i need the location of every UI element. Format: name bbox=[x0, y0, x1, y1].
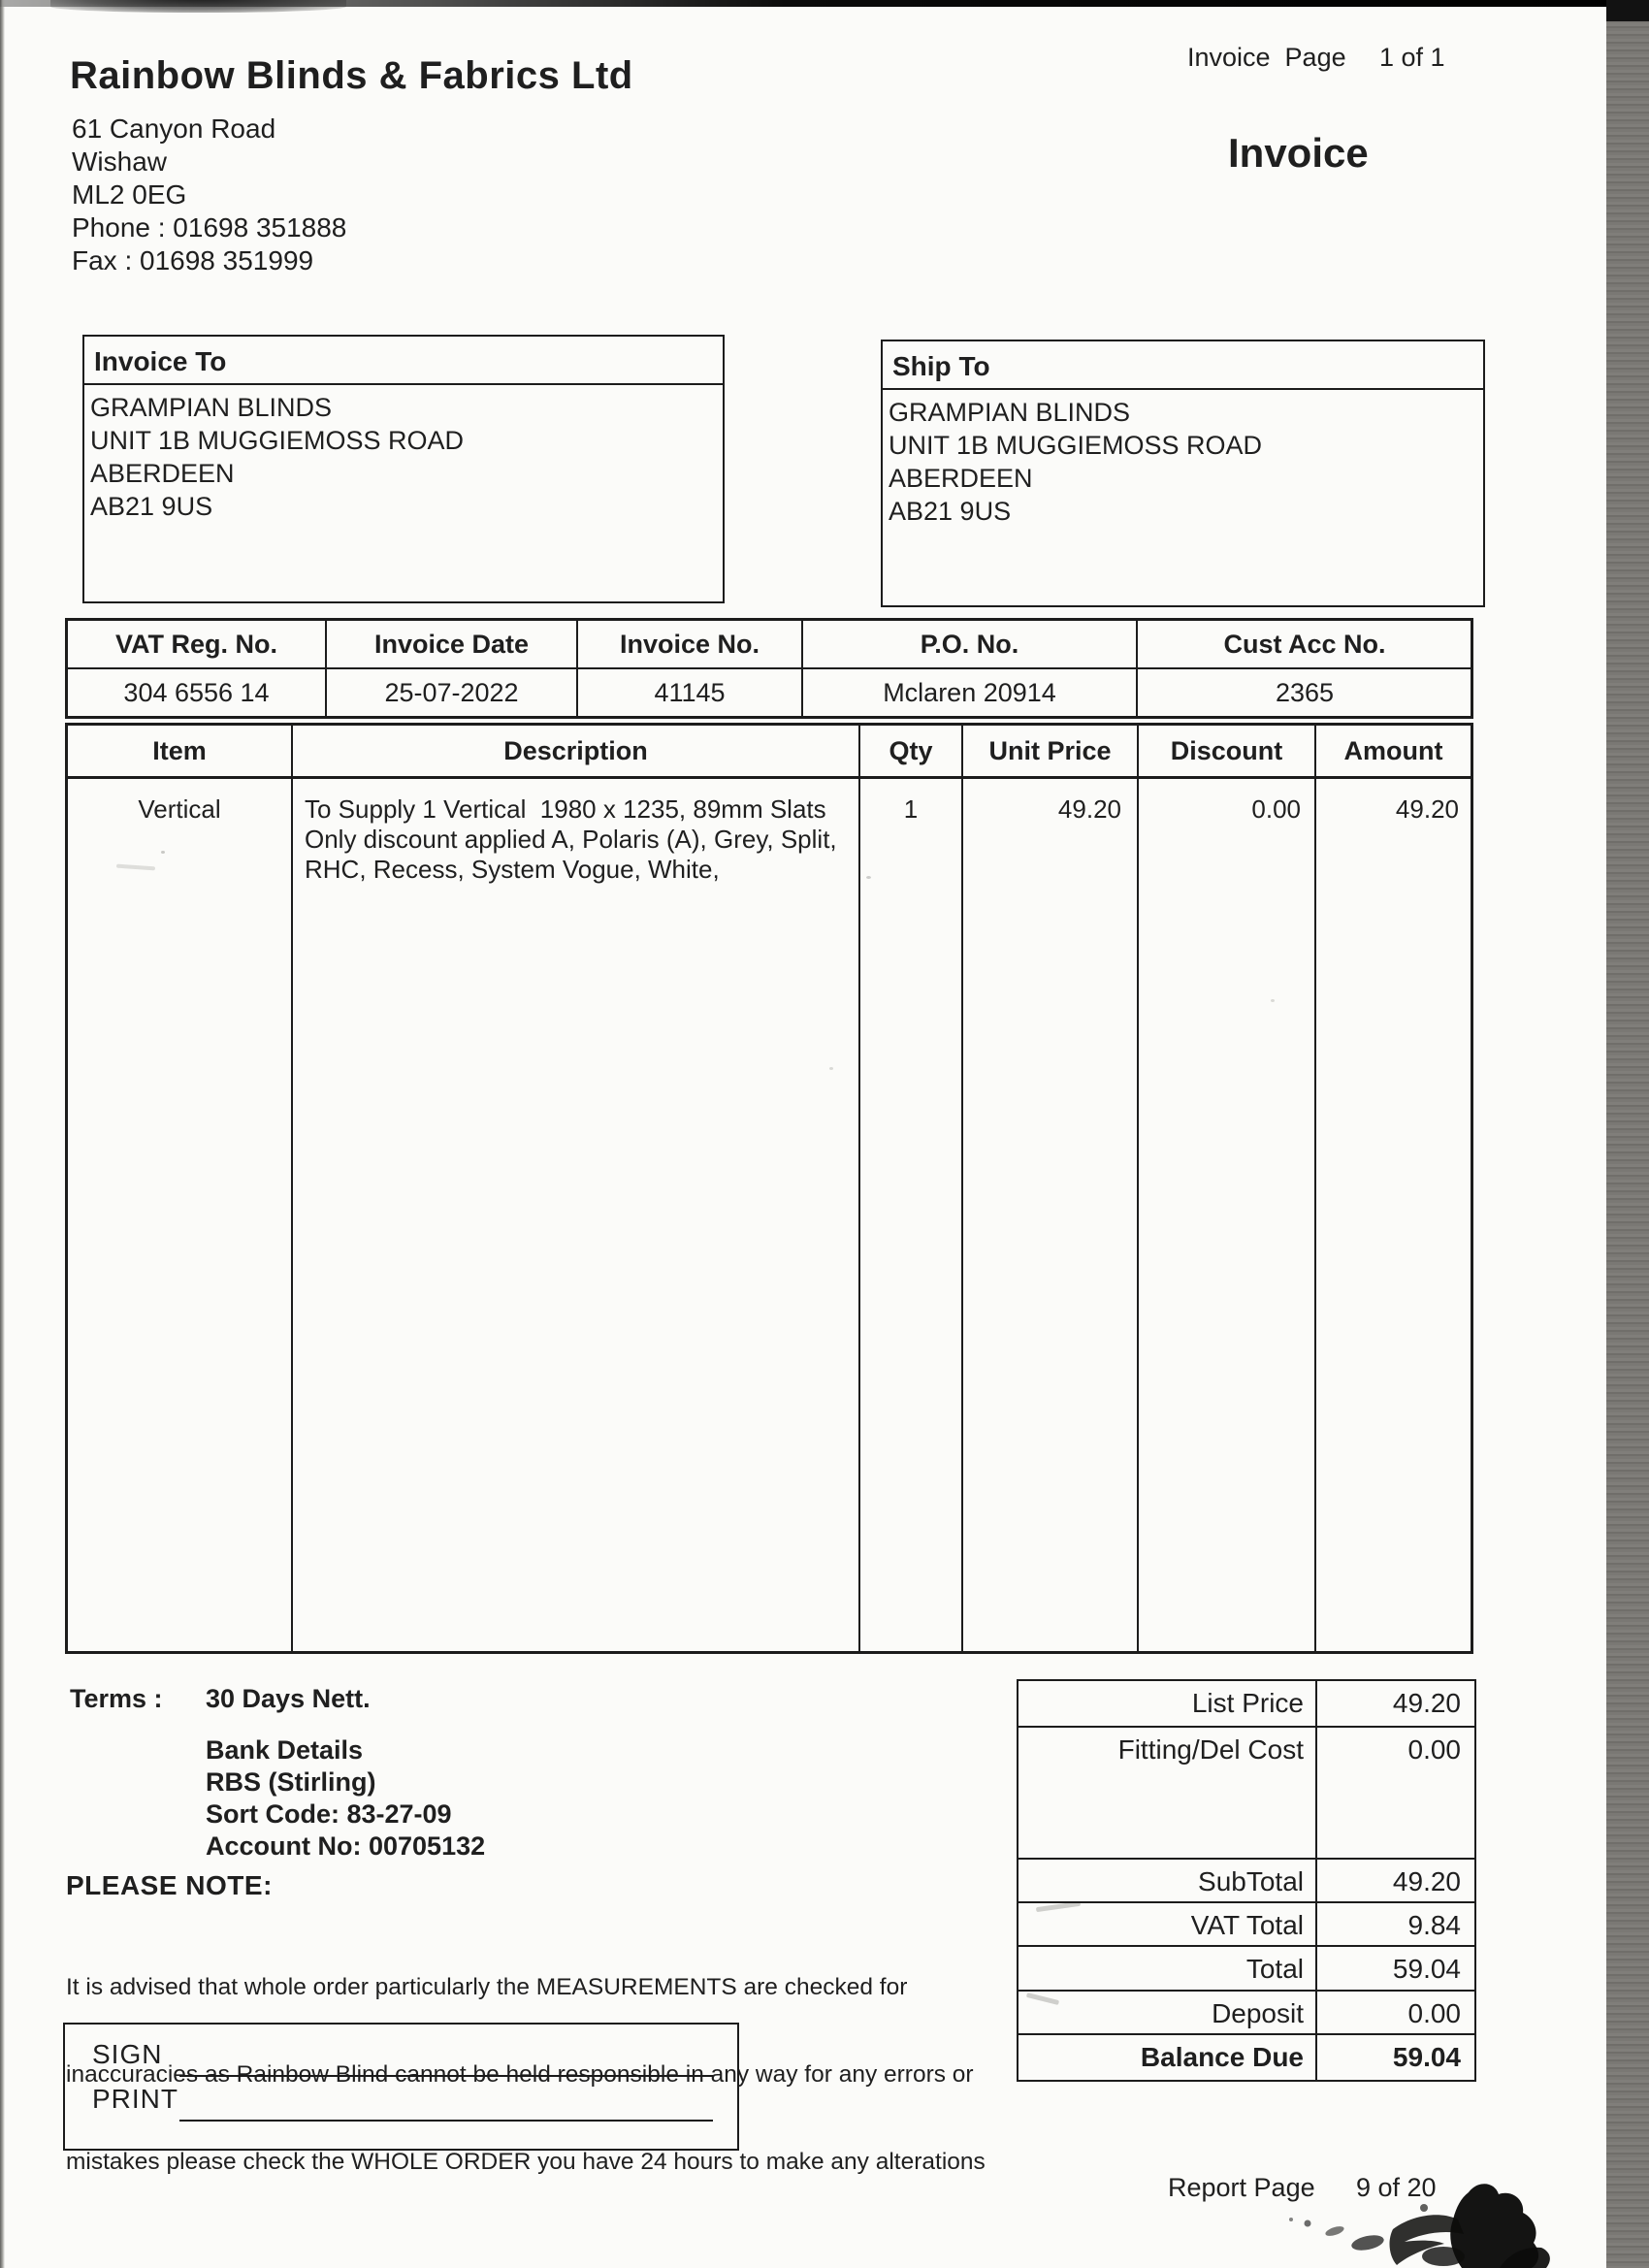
info-header-cell: Invoice Date bbox=[327, 621, 578, 667]
totals-label: List Price bbox=[1018, 1681, 1317, 1726]
info-header-cell: Invoice No. bbox=[578, 621, 803, 667]
bank-details-line: Sort Code: 83-27-09 bbox=[206, 1799, 452, 1829]
items-header-row bbox=[68, 726, 1471, 779]
info-header-row bbox=[68, 621, 1471, 669]
scan-edge-left bbox=[0, 0, 5, 2268]
totals-label: SubTotal bbox=[1018, 1860, 1317, 1901]
note-line: mistakes please check the WHOLE ORDER you have 24 hours to make any alterations bbox=[66, 2149, 986, 2175]
items-header-cell: Discount bbox=[1139, 726, 1316, 776]
bank-details bbox=[206, 1734, 485, 1863]
bank-details-line: Account No: 00705132 bbox=[206, 1831, 486, 1861]
totals-row-list-price bbox=[1018, 1681, 1474, 1728]
description-line: To Supply 1 Vertical 1980 x 1235, 89mm Slats bbox=[305, 794, 826, 824]
sign-label: SIGN bbox=[92, 2039, 163, 2069]
items-header-cell: Item bbox=[68, 726, 293, 776]
totals-value: 59.04 bbox=[1392, 2042, 1461, 2072]
company-phone: Phone : 01698 351888 bbox=[72, 212, 347, 243]
items-header-cell: Qty bbox=[860, 726, 963, 776]
items-header-cell: Unit Price bbox=[963, 726, 1139, 776]
item-cell-unit-price: 49.20 bbox=[963, 779, 1139, 1651]
info-header-cell: VAT Reg. No. bbox=[68, 621, 327, 667]
address-line: UNIT 1B MUGGIEMOSS ROAD bbox=[889, 431, 1263, 460]
totals-label: Balance Due bbox=[1018, 2035, 1317, 2080]
item-cell-qty: 1 bbox=[860, 779, 963, 1651]
invoice-info-table bbox=[65, 618, 1473, 719]
sign-line bbox=[179, 2075, 713, 2077]
totals-row-deposit bbox=[1018, 1992, 1474, 2035]
items-header-cell: Amount bbox=[1343, 736, 1443, 765]
report-page-value: 9 of 20 bbox=[1356, 2173, 1437, 2202]
item-row bbox=[68, 779, 1471, 1651]
print-line bbox=[179, 2120, 713, 2122]
totals-label: Total bbox=[1018, 1947, 1317, 1990]
invoice-date: 25-07-2022 bbox=[327, 669, 578, 716]
invoice-to-box bbox=[82, 335, 725, 603]
scan-edge-right-top bbox=[1606, 0, 1649, 21]
info-value-row bbox=[68, 669, 1471, 716]
description-line: Only discount applied A, Polaris (A), Grey, Split, bbox=[305, 825, 837, 854]
invoice-to-label: Invoice To bbox=[84, 337, 723, 385]
totals-value: 49.20 bbox=[1392, 1866, 1461, 1896]
totals-value: 49.20 bbox=[1392, 1688, 1461, 1718]
company-fax: Fax : 01698 351999 bbox=[72, 245, 314, 275]
scan-edge-right bbox=[1606, 0, 1649, 2268]
invoice-to-address bbox=[84, 385, 723, 523]
totals-value: 9.84 bbox=[1407, 1910, 1461, 1940]
address-line: AB21 9US bbox=[90, 492, 213, 521]
note-line: It is advised that whole order particularly the MEASUREMENTS are checked for bbox=[66, 1974, 908, 2000]
totals-row-subtotal bbox=[1018, 1860, 1474, 1903]
company-address-line: ML2 0EG bbox=[72, 179, 187, 210]
address-line: AB21 9US bbox=[889, 497, 1012, 526]
items-header-cell: Description bbox=[293, 726, 860, 776]
scan-shadow-blob bbox=[50, 0, 346, 13]
info-header-cell: Cust Acc No. bbox=[1223, 630, 1386, 659]
totals-label: Deposit bbox=[1018, 1992, 1317, 2033]
terms-label: Terms : bbox=[70, 1684, 163, 1713]
invoice-page-value: 1 of 1 bbox=[1379, 43, 1445, 72]
totals-box bbox=[1017, 1679, 1476, 2082]
totals-row-fitting bbox=[1018, 1728, 1474, 1860]
address-line: UNIT 1B MUGGIEMOSS ROAD bbox=[90, 426, 465, 455]
terms-value: 30 Days Nett. bbox=[206, 1684, 371, 1713]
ink-smudge bbox=[1278, 2179, 1569, 2268]
items-table bbox=[65, 723, 1473, 1654]
vat-reg-no: 304 6556 14 bbox=[68, 669, 327, 716]
description-line: RHC, Recess, System Vogue, White, bbox=[305, 855, 720, 884]
company-name: Rainbow Blinds & Fabrics Ltd bbox=[70, 54, 633, 97]
note-line: inaccuracies as Rainbow Blind cannot be held responsible in any way for any errors or bbox=[66, 2061, 974, 2088]
company-address-line: 61 Canyon Road bbox=[72, 113, 276, 144]
info-header-cell: P.O. No. bbox=[803, 621, 1138, 667]
address-line: ABERDEEN bbox=[889, 464, 1033, 493]
ship-to-label: Ship To bbox=[883, 341, 1483, 390]
totals-label: Fitting/Del Cost bbox=[1018, 1728, 1317, 1858]
item-cell-description bbox=[293, 779, 860, 1651]
bank-details-line: RBS (Stirling) bbox=[206, 1767, 376, 1797]
totals-row-vat bbox=[1018, 1903, 1474, 1947]
totals-row-total bbox=[1018, 1947, 1474, 1992]
item-cell-item: Vertical bbox=[68, 779, 293, 1651]
address-line: GRAMPIAN BLINDS bbox=[90, 393, 333, 422]
address-line: GRAMPIAN BLINDS bbox=[889, 398, 1131, 427]
print-label: PRINT bbox=[92, 2084, 178, 2114]
ship-to-address bbox=[883, 390, 1483, 528]
totals-label: VAT Total bbox=[1018, 1903, 1317, 1945]
bank-details-heading: Bank Details bbox=[206, 1735, 364, 1765]
totals-value: 59.04 bbox=[1392, 1954, 1461, 1984]
totals-row-balance-due bbox=[1018, 2035, 1474, 2080]
totals-value: 0.00 bbox=[1407, 1734, 1461, 1765]
report-page-label: Report Page bbox=[1168, 2173, 1315, 2202]
company-address bbox=[72, 113, 346, 277]
totals-value: 0.00 bbox=[1407, 1998, 1461, 2028]
item-cell-amount: 49.20 bbox=[1395, 794, 1459, 824]
invoice-page-label: Invoice Page bbox=[1187, 43, 1346, 72]
ship-to-box bbox=[881, 340, 1485, 607]
item-cell-discount: 0.00 bbox=[1139, 779, 1316, 1651]
company-address-line: Wishaw bbox=[72, 146, 168, 177]
invoice-no: 41145 bbox=[578, 669, 803, 716]
note-heading: PLEASE NOTE: bbox=[66, 1870, 273, 1900]
address-line: ABERDEEN bbox=[90, 459, 235, 488]
invoice-title: Invoice bbox=[1228, 130, 1369, 176]
po-no: Mclaren 20914 bbox=[803, 669, 1138, 716]
cust-acc-no: 2365 bbox=[1275, 678, 1335, 707]
